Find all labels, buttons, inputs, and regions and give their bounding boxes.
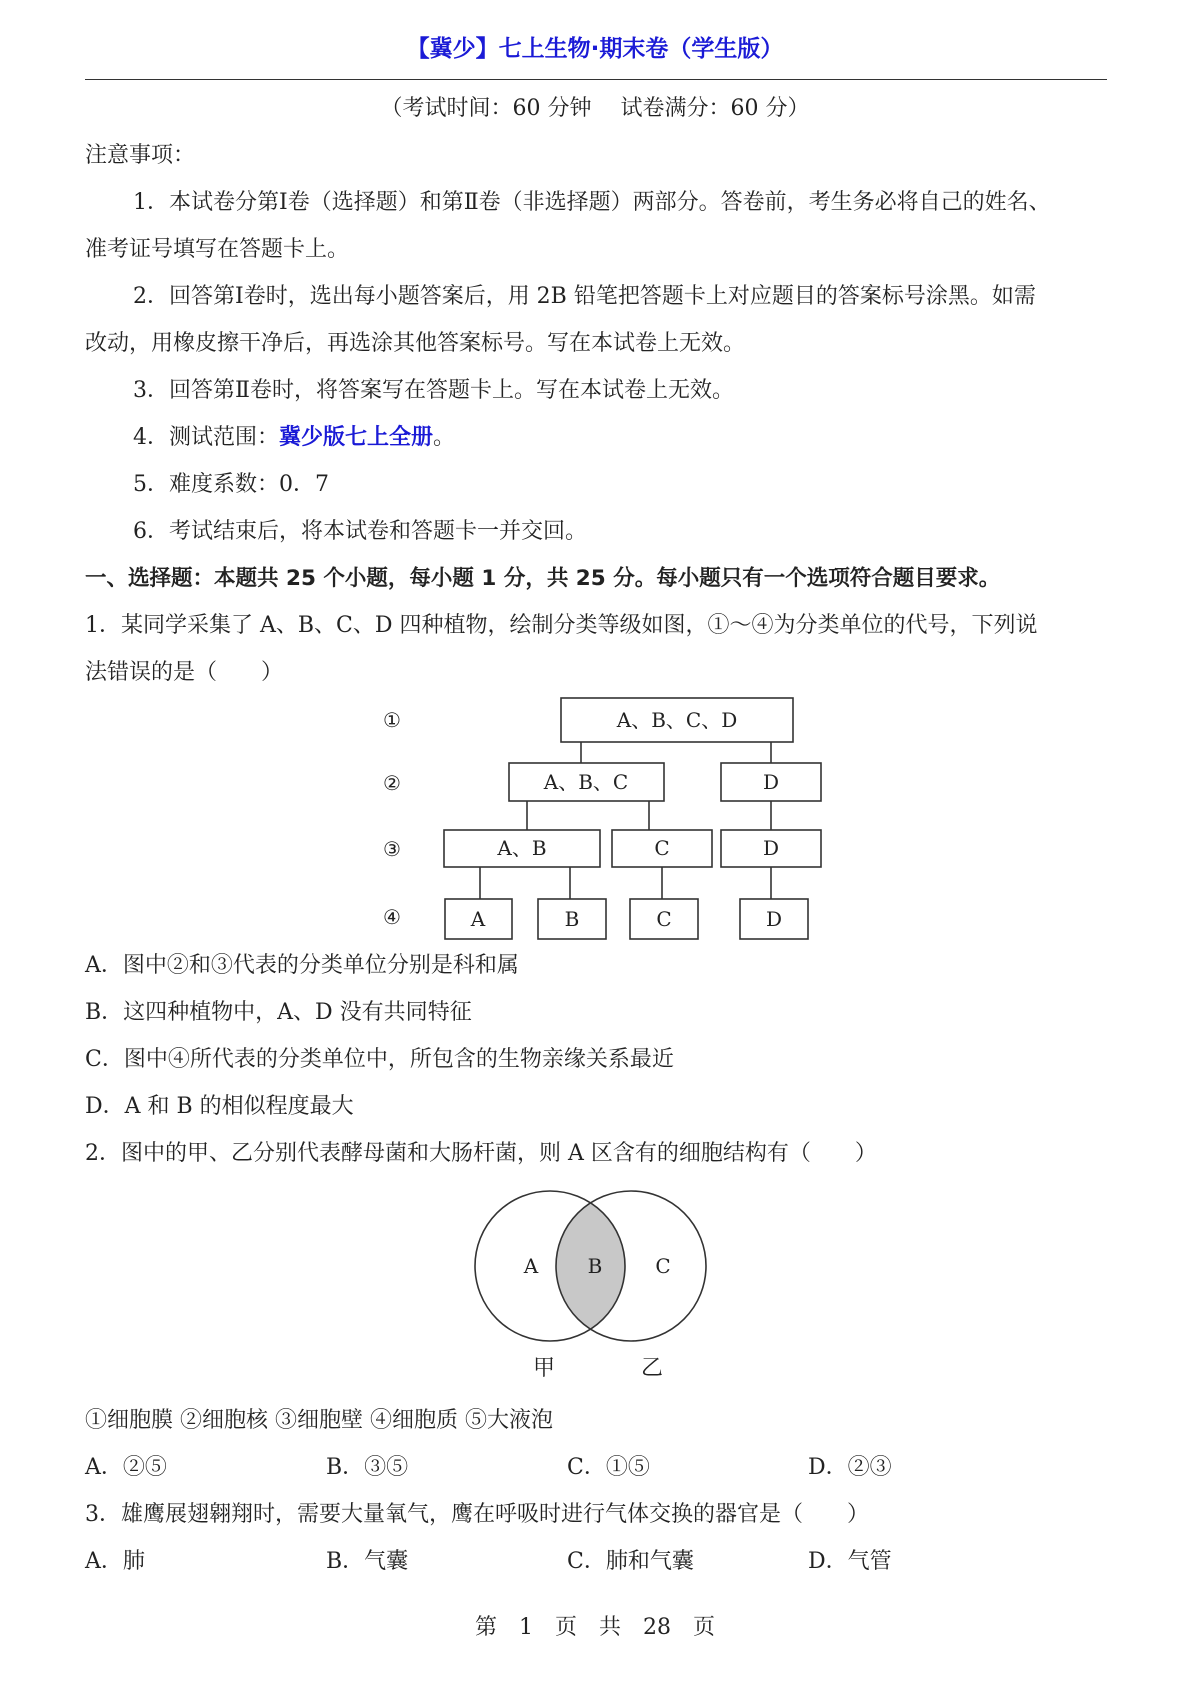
l2-abc-text: A、B、C bbox=[543, 770, 629, 794]
level-3-label: ③ bbox=[383, 837, 401, 861]
l4-d-text: D bbox=[765, 907, 783, 931]
l3-c-text: C bbox=[654, 836, 670, 860]
region-c-label: C bbox=[655, 1254, 671, 1278]
l4-a-text: A bbox=[470, 907, 486, 931]
classification-diagram bbox=[370, 690, 840, 950]
note-1-line-1: 1．本试卷分第Ⅰ卷（选择题）和第Ⅱ卷（非选择题）两部分。答卷前，考生务必将自己的姓名、 bbox=[133, 190, 1051, 215]
q1-option-b: B．这四种植物中，A、D 没有共同特征 bbox=[85, 1000, 472, 1025]
region-b-label: B bbox=[587, 1254, 603, 1278]
note-6: 6．考试结束后，将本试卷和答题卡一并交回。 bbox=[133, 519, 587, 544]
q2-option-d: D．②③ bbox=[808, 1455, 892, 1480]
q1-option-d: D．A 和 B 的相似程度最大 bbox=[85, 1094, 354, 1119]
q3-option-b: B．气囊 bbox=[326, 1549, 409, 1574]
note-5: 5．难度系数：0．7 bbox=[133, 472, 329, 497]
q3-option-d: D．气管 bbox=[808, 1549, 892, 1574]
l4-b-text: B bbox=[564, 907, 580, 931]
q3-option-a: A．肺 bbox=[85, 1549, 145, 1574]
q3-stem: 3．雄鹰展翅翱翔时，需要大量氧气，鹰在呼吸时进行气体交换的器官是（ ） bbox=[85, 1502, 869, 1527]
q2-stem: 2．图中的甲、乙分别代表酵母菌和大肠杆菌，则 A 区含有的细胞结构有（ ） bbox=[85, 1141, 877, 1166]
test-scope: 冀少版七上全册 bbox=[279, 425, 434, 450]
notes-heading: 注意事项： bbox=[85, 143, 196, 168]
note-2-line-2: 改动，用橡皮擦干净后，再选涂其他答案标号。写在本试卷上无效。 bbox=[85, 331, 746, 356]
title-divider bbox=[85, 79, 1107, 80]
l2-d-text: D bbox=[762, 770, 780, 794]
note-2-line-1: 2．回答第Ⅰ卷时，选出每小题答案后，用 2B 铅笔把答题卡上对应题目的答案标号涂黑。如需 bbox=[133, 284, 1036, 309]
l3-d-text: D bbox=[762, 836, 780, 860]
region-a-label: A bbox=[523, 1254, 539, 1278]
level-1-label: ① bbox=[383, 708, 401, 732]
note-3: 3．回答第Ⅱ卷时，将答案写在答题卡上。写在本试卷上无效。 bbox=[133, 378, 734, 403]
l1-text: A、B、C、D bbox=[616, 708, 738, 732]
l4-c-text: C bbox=[656, 907, 672, 931]
level-4-label: ④ bbox=[383, 905, 401, 929]
q2-option-c: C．①⑤ bbox=[567, 1455, 650, 1480]
page-title: 【冀少】七上生物·期末卷（学生版） bbox=[406, 36, 784, 62]
exam-info: （考试时间：60 分钟 试卷满分：60 分） bbox=[380, 96, 810, 121]
q2-option-b: B．③⑤ bbox=[326, 1455, 409, 1480]
note-1-line-2: 准考证号填写在答题卡上。 bbox=[85, 237, 350, 262]
q1-option-c: C．图中④所代表的分类单位中，所包含的生物亲缘关系最近 bbox=[85, 1047, 674, 1072]
jia-label: 甲 bbox=[532, 1356, 556, 1381]
section-1-heading: 一、选择题：本题共 25 个小题，每小题 1 分，共 25 分。每小题只有一个选项符合题目要求。 bbox=[85, 566, 1001, 591]
q1-option-a: A．图中②和③代表的分类单位分别是科和属 bbox=[85, 953, 519, 978]
q1-stem-line-2: 法错误的是（ ） bbox=[85, 660, 284, 685]
note-4 bbox=[133, 423, 455, 453]
venn-diagram bbox=[470, 1188, 730, 1388]
note-4-prefix: 4．测试范围： bbox=[133, 425, 279, 450]
q2-option-a: A．②⑤ bbox=[85, 1455, 167, 1480]
l3-ab-text: A、B bbox=[497, 836, 547, 860]
q1-stem-line-1: 1．某同学采集了 A、B、C、D 四种植物，绘制分类等级如图，①～④为分类单位的代号，下列说 bbox=[85, 613, 1038, 638]
q3-option-c: C．肺和气囊 bbox=[567, 1549, 694, 1574]
q2-items: ①细胞膜 ②细胞核 ③细胞壁 ④细胞质 ⑤大液泡 bbox=[85, 1408, 553, 1433]
yi-label: 乙 bbox=[640, 1356, 664, 1381]
page-footer: 第 1 页 共 28 页 bbox=[475, 1615, 715, 1640]
note-4-suffix: 。 bbox=[433, 425, 456, 450]
level-2-label: ② bbox=[383, 771, 401, 795]
